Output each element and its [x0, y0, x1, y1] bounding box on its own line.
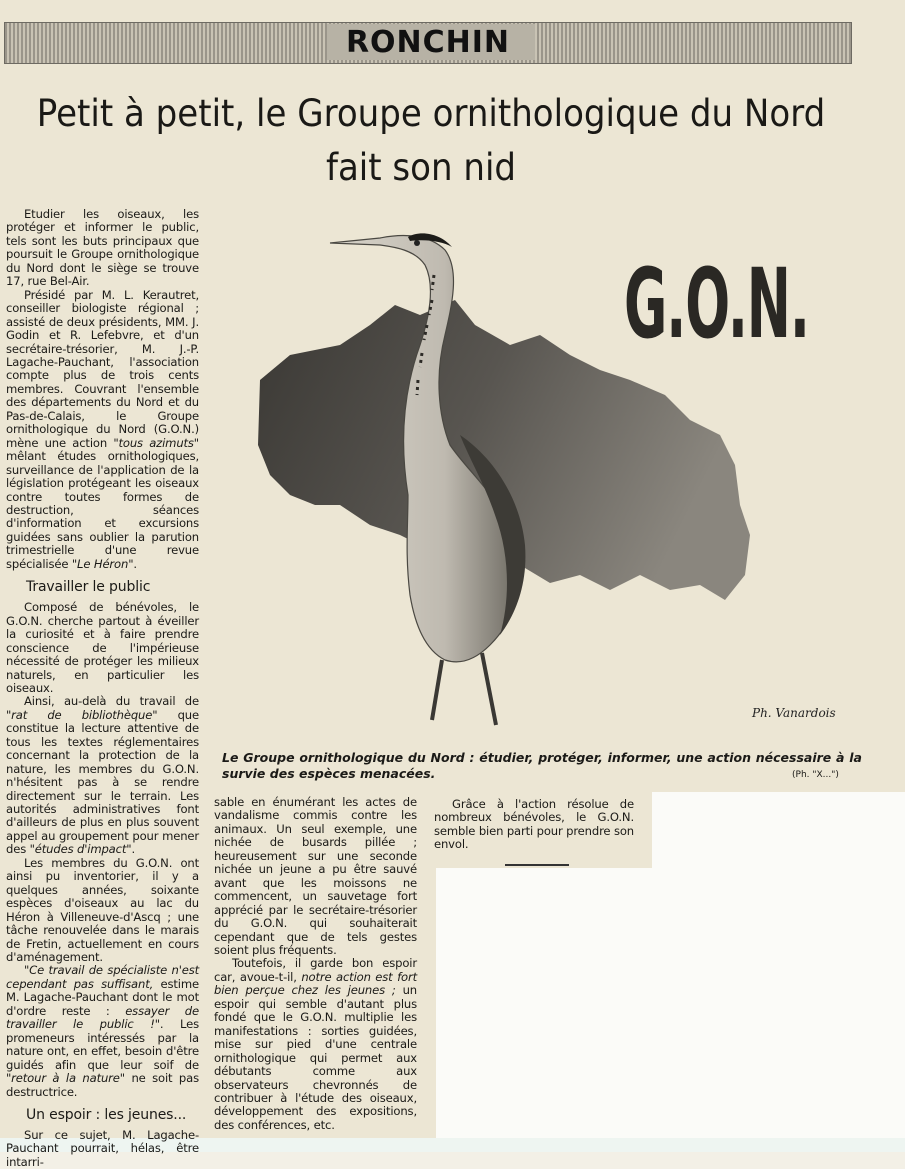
- caption-credit: (Ph. "X..."): [792, 770, 839, 780]
- paragraph: Toutefois, il garde bon espoir car, avoue-t-il, notre action est fort bien perçue chez les jeunes ; un espoir qui semble d'autant plus fondé que le G.O.N. multiplie les manifestations : sorties guidées, mise sur pied d'une centrale ornithologique qui permet aux débutants comme aux observateurs chevronnés de contribuer à l'étude des oiseaux, développement des expositions, des conférences, etc.: [214, 956, 417, 1132]
- article-column-2: [214, 796, 417, 1132]
- section-title: RONCHIN: [345, 25, 511, 60]
- article-column-3: [434, 798, 634, 852]
- paragraph: Présidé par M. L. Kerautret, conseiller biologiste régional ; assisté de deux présidents, MM. J. Godin et R. Lefebvre, et d'un secrétaire-trésorier, M. J.-P. Lagache-Pauchant, l'association compte plus de trois cents membres. Couvrant l'ensemble des départements du Nord et du Pas-de-Calais, le Groupe ornithologique du Nord (G.O.N.) mène une action "tous azimuts" mêlant études ornithologiques, surveillance de l'application de la législation protégeant les oiseaux contre toutes formes de destruction, séances d'information et excursions guidées sans oublier la parution trimestrielle d'une revue spécialisée "Le Héron".: [6, 287, 199, 571]
- paragraph: "Ce travail de spécialiste n'est cependant pas suffisant, estime M. Lagache-Pauchant dont le mot d'ordre reste : essayer de travailler le public !". Les promeneurs intéressés par la nature ont, en effet, besoin d'être guidés afin que leur soif de "retour à la nature" ne soit pas destructrice.: [6, 963, 199, 1099]
- blank-area: [436, 868, 905, 1138]
- paragraph: Sur ce sujet, M. Lagache-Pauchant pourrait, hélas, être intarri-: [6, 1128, 199, 1169]
- subheading: Un espoir : les jeunes...: [26, 1107, 187, 1123]
- headline-line1: Petit à petit, le Groupe ornithologique du Nord: [36, 92, 826, 135]
- paragraph: Grâce à l'action résolue de nombreux bénévoles, le G.O.N. semble bien parti pour prendre son envol.: [434, 797, 634, 852]
- gon-logo: G.O.N.: [624, 248, 809, 360]
- end-rule: [505, 864, 569, 866]
- paragraph: Etudier les oiseaux, les protéger et informer le public, tels sont les buts principaux que poursuit le Groupe ornithologique du Nord dont le siège se trouve 17, rue Bel-Air.: [6, 207, 199, 289]
- headline-line2: fait son nid: [325, 146, 517, 189]
- paragraph: sable en énumérant les actes de vandalisme commis contre les animaux. Un seul exemple, une nichée de busards pillée ; heureusement sur une seconde nichée un jeune a pu être sauvé avant que les moissons ne commencent, un sauvetage fort apprécié par le secrétaire-trésorier du G.O.N. qui souhaiterait cependant que de tels gestes soient plus fréquents.: [214, 795, 417, 957]
- section-banner: [4, 22, 852, 64]
- paragraph: Ainsi, au-delà du travail de "rat de bibliothèque" que constitue la lecture attentive de tous les textes réglementaires concernant la protection de la nature, les membres du G.O.N. n'hésitent pas à se rendre directement sur le terrain. Les autorités administratives font d'ailleurs de plus en plus souvent appel au groupement pour mener des "études d'impact".: [6, 694, 199, 857]
- paragraph: Les membres du G.O.N. ont ainsi pu inventorier, il y a quelques années, soixante espèces d'oiseaux au lac du Héron à Villeneuve-d'Ascq ; une tâche renouvelée dans le marais de Fretin, actuellement en cours d'aménagement.: [6, 855, 199, 965]
- subheading: Travailler le public: [26, 579, 151, 596]
- paragraph: Composé de bénévoles, le G.O.N. cherche partout à éveiller la curiosité et à faire prendre conscience de l'impérieuse nécessité de protéger les milieux naturels, en particulier les oiseaux.: [6, 600, 199, 695]
- photo-caption: Le Groupe ornithologique du Nord : étudier, protéger, informer, une action nécessaire à la survie des espèces menacées.: [222, 750, 862, 781]
- heron-legs: [432, 653, 496, 725]
- article-column-1: [6, 208, 199, 1169]
- photo-credit: Ph. Vanardois: [752, 706, 836, 720]
